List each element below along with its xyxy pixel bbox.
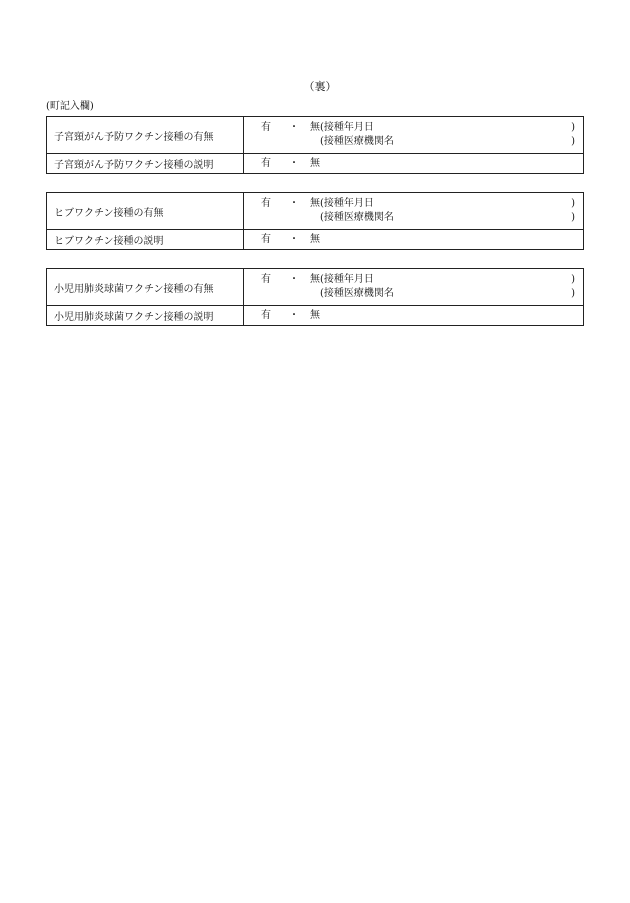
vaccine-table-cervical xyxy=(46,116,584,174)
separator-dot: ・ xyxy=(289,310,299,321)
clinic-name-label: (接種医療機関名 xyxy=(320,212,394,223)
separator-dot: ・ xyxy=(289,274,299,285)
explanation-cell xyxy=(244,306,584,326)
clinic-name-field[interactable]: ) xyxy=(571,212,575,223)
explanation-row xyxy=(47,306,584,326)
vaccination-status-cell xyxy=(244,193,584,230)
vaccination-status-cell xyxy=(244,117,584,154)
no-option[interactable]: 無 xyxy=(310,274,320,285)
vaccine-table-hib xyxy=(46,192,584,250)
vaccination-status-label: 小児用肺炎球菌ワクチン接種の有無 xyxy=(47,269,244,306)
explanation-label: 小児用肺炎球菌ワクチン接種の説明 xyxy=(47,306,244,326)
no-option[interactable]: 無 xyxy=(310,234,320,245)
clinic-name-label: (接種医療機関名 xyxy=(320,288,394,299)
no-option[interactable]: 無 xyxy=(310,122,320,133)
section-label: (町記入欄) xyxy=(46,101,94,112)
page-heading: （裏） xyxy=(303,80,337,93)
vaccination-date-field[interactable]: ) xyxy=(571,198,575,209)
no-option[interactable]: 無 xyxy=(310,310,320,321)
vaccination-status-row xyxy=(47,193,584,230)
no-option[interactable]: 無 xyxy=(310,198,320,209)
vaccination-status-cell xyxy=(244,269,584,306)
vaccination-date-field[interactable]: ) xyxy=(571,274,575,285)
vaccine-table-pneumococcal xyxy=(46,268,584,326)
yes-option[interactable]: 有 xyxy=(261,122,271,133)
explanation-cell xyxy=(244,154,584,174)
clinic-name-field[interactable]: ) xyxy=(571,136,575,147)
clinic-name-label: (接種医療機関名 xyxy=(320,136,394,147)
vaccination-status-label: 子宮頸がん予防ワクチン接種の有無 xyxy=(47,117,244,154)
yes-option[interactable]: 有 xyxy=(261,310,271,321)
vaccination-date-field[interactable]: ) xyxy=(571,122,575,133)
explanation-row xyxy=(47,154,584,174)
separator-dot: ・ xyxy=(289,122,299,133)
vaccination-date-label: (接種年月日 xyxy=(320,274,374,285)
yes-option[interactable]: 有 xyxy=(261,158,271,169)
separator-dot: ・ xyxy=(289,234,299,245)
explanation-row xyxy=(47,230,584,250)
separator-dot: ・ xyxy=(289,158,299,169)
vaccination-status-row xyxy=(47,269,584,306)
explanation-cell xyxy=(244,230,584,250)
vaccination-date-label: (接種年月日 xyxy=(320,122,374,133)
vaccination-status-label: ヒブワクチン接種の有無 xyxy=(47,193,244,230)
yes-option[interactable]: 有 xyxy=(261,198,271,209)
vaccination-status-row xyxy=(47,117,584,154)
vaccination-date-label: (接種年月日 xyxy=(320,198,374,209)
clinic-name-field[interactable]: ) xyxy=(571,288,575,299)
explanation-label: 子宮頸がん予防ワクチン接種の説明 xyxy=(47,154,244,174)
no-option[interactable]: 無 xyxy=(310,158,320,169)
yes-option[interactable]: 有 xyxy=(261,274,271,285)
separator-dot: ・ xyxy=(289,198,299,209)
explanation-label: ヒブワクチン接種の説明 xyxy=(47,230,244,250)
yes-option[interactable]: 有 xyxy=(261,234,271,245)
